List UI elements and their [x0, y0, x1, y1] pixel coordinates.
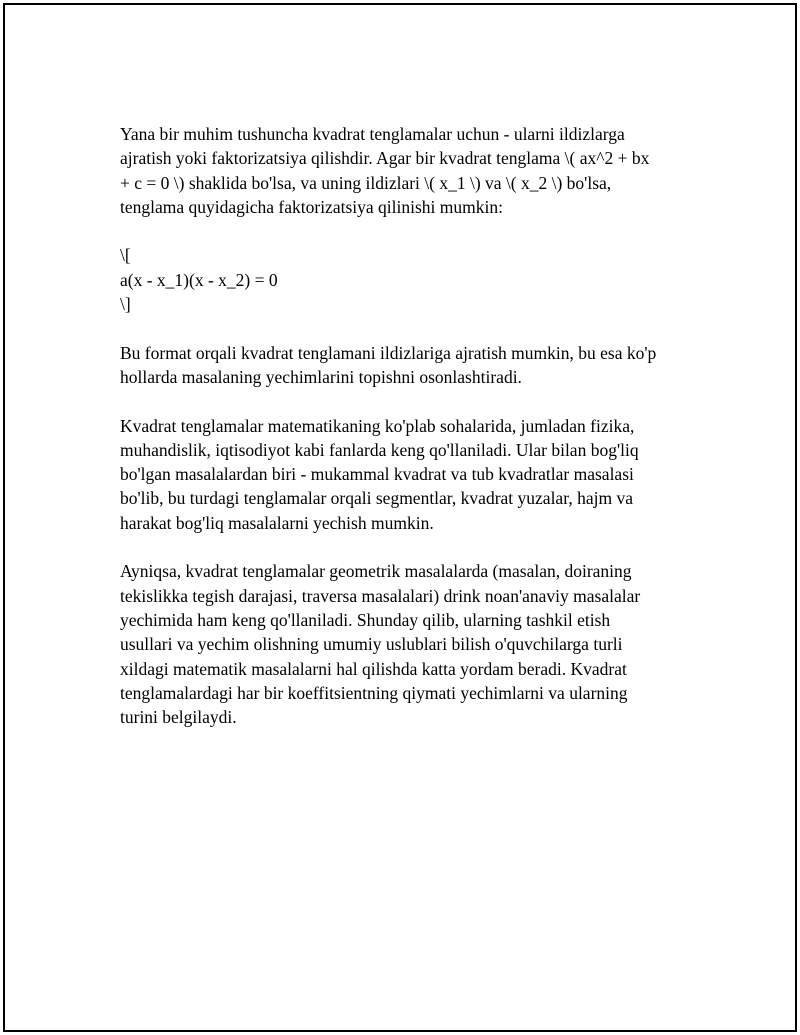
document-body: [120, 122, 700, 754]
text-line: yechimida ham keng qo'llaniladi. Shunday qilib, ularning tashkil etish: [120, 609, 611, 630]
paragraph-geometry: [120, 559, 700, 729]
paragraph-applications: [120, 414, 700, 535]
text-line: bo'lib, bu turdagi tenglamalar orqali segmentlar, kvadrat yuzalar, hajm va: [120, 488, 633, 509]
text-line: tenglamalardagi har bir koeffitsientning qiymati yechimlarni va ularning: [120, 682, 628, 703]
text-line: turini belgilaydi.: [120, 707, 237, 728]
text-line: hollarda masalaning yechimlarini topishni osonlashtiradi.: [120, 366, 522, 387]
equation-open: \[: [120, 245, 131, 266]
text-line: Kvadrat tenglamalar matematikaning ko'plab sohalarida, jumladan fizika,: [120, 415, 635, 436]
document-page: [3, 3, 797, 1032]
text-line: tenglama quyidagicha faktorizatsiya qilinishi mumkin:: [120, 196, 503, 217]
equation-close: \]: [120, 294, 131, 315]
paragraph-format-note: [120, 341, 700, 390]
text-line: Yana bir muhim tushuncha kvadrat tenglamalar uchun - ularni ildizlarga: [120, 124, 625, 144]
paragraph-factorization-intro: [120, 122, 700, 219]
text-line: Ayniqsa, kvadrat tenglamalar geometrik masalalarda (masalan, doiraning: [120, 561, 632, 582]
equation-text: a(x - x_1)(x - x_2) = 0: [120, 269, 278, 290]
text-line: bo'lgan masalalardan biri - mukammal kvadrat va tub kvadratlar masalasi: [120, 464, 634, 485]
text-line: usullari va yechim olishning umumiy uslublari bilish o'quvchilarga turli: [120, 634, 623, 655]
text-line: muhandislik, iqtisodiyot kabi fanlarda keng qo'llaniladi. Ular bilan bog'liq: [120, 439, 639, 460]
text-line: ajratish yoki faktorizatsiya qilishdir. Agar bir kvadrat tenglama \( ax^2 + bx: [120, 148, 650, 169]
text-line: tekislikka tegish darajasi, traversa masalalari) drink noan'anaviy masalalar: [120, 585, 641, 606]
text-line: harakat bog'liq masalalarni yechish mumkin.: [120, 512, 434, 533]
text-line: xildagi matematik masalalarni hal qilishda katta yordam beradi. Kvadrat: [120, 658, 627, 679]
equation-block: [120, 243, 700, 316]
text-line: + c = 0 \) shaklida bo'lsa, va uning ildizlari \( x_1 \) va \( x_2 \) bo'lsa,: [120, 172, 612, 193]
text-line: Bu format orqali kvadrat tenglamani ildizlariga ajratish mumkin, bu esa ko'p: [120, 342, 657, 363]
